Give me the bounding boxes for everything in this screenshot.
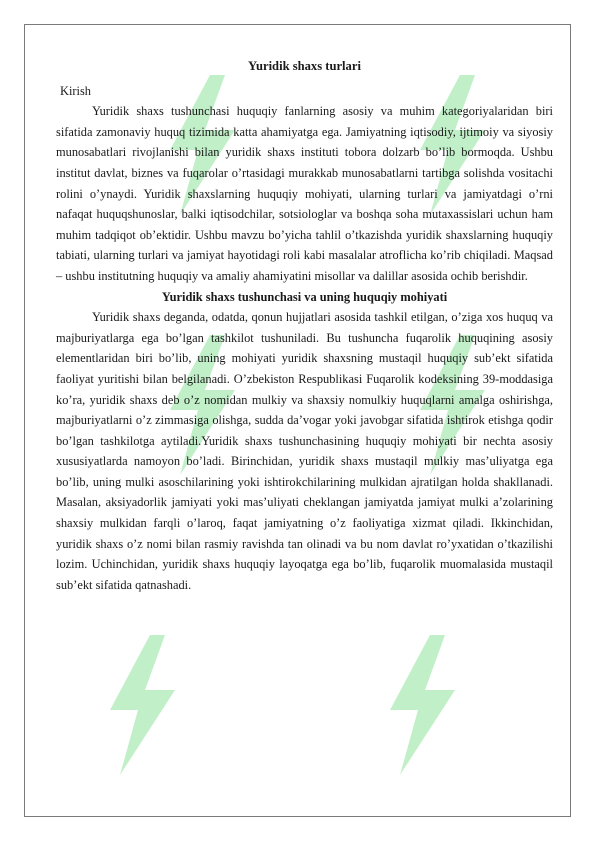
section-paragraph: Yuridik shaxs deganda, odatda, qonun hujjatlari asosida tashkil etilgan, o’ziga xos huquq va majburiyatlarga ega bo’lgan tashkilot tushuniladi. Bu tushuncha fuqarolik huquqining asosiy elementlaridan biri bo’lib, uning mohiyati yuridik shaxsning mustaqil huquqiy sub’ekt sifatida faoliyat yuritishi bilan belgilanadi. O’zbekiston Respublikasi Fuqarolik kodeksining 39-moddasiga ko’ra, yuridik shaxs deb o’z nomidan mulkiy va shaxsiy nomulkiy huquqlarni amalga oshirishga, majburiyatlarni o’z zimmasiga olishga, sudda da’vogar yoki javobgar sifatida ishtirok etishga qodir bo’lgan tashkilotga aytiladi.Yuridik shaxs tushunchasining huquqiy mohiyati bir nechta asosiy xususiyatlarda namoyon bo’ladi. Birinchidan, yuridik shaxs mustaqil mulkiy mas’uliyatga ega bo’lib, uning mulki asoschilarining yoki ishtirokchilarining mulkidan ajratilgan holda shakllanadi. Masalan, aksiyadorlik jamiyati yoki mas’uliyati cheklangan jamiyatda jamiyat mulki a’zolarining shaxsiy mulkidan farqli o’laroq, faqat jamiyatning o’z faoliyatiga xizmat qiladi. Ikkinchidan, yuridik shaxs o’z nomi bilan rasmiy ravishda tan olinadi va bu nom davlat ro’yxatidan o’tkazilishi lozim. Uchinchidan, yuridik shaxs huquqiy layoqatga ega bo’lib, fuqarolik muomalasida mustaqil sub’ekt sifatida qatnashadi. [56, 310, 553, 592]
section-heading: Yuridik shaxs tushunchasi va uning huquqiy mohiyati [161, 289, 448, 304]
intro-paragraph: Yuridik shaxs tushunchasi huquqiy fanlarning asosiy va muhim kategoriyalaridan biri sifatida zamonaviy huquq tizimida katta ahamiyatga ega. Jamiyatning iqtisodiy, ijtimoiy va siyosiy munosabatlari rivojlanishi bilan yuridik shaxs instituti tobora dolzarb bo’lib bormoqda. Ushbu institut davlat, biznes va fuqarolar o’rtasidagi murakkab munosabatlarni tartibga solishda vositachi rolini o’ynaydi. Yuridik shaxslarning huquqiy mohiyati, ularning turlari va jamiyatdagi o’rni nafaqat huquqshunoslar, balki iqtisodchilar, sotsiologlar va boshqa soha mutaxassislari uchun ham muhim tadqiqot ob’ektidir. Ushbu mavzu bo’yicha tahlil o’tkazishda yuridik shaxslarning huquqiy tabiati, ularning turlari va jamiyat hayotidagi roli kabi masalalar atroflicha ko’rib chiqiladi. Maqsad – ushbu institutning huquqiy va amaliy ahamiyatini misollar va dalillar asosida ochib berishdir. [56, 104, 553, 283]
document-title: Yuridik shaxs turlari [248, 59, 361, 73]
intro-label: Kirish [60, 83, 91, 98]
document-body [56, 56, 553, 595]
